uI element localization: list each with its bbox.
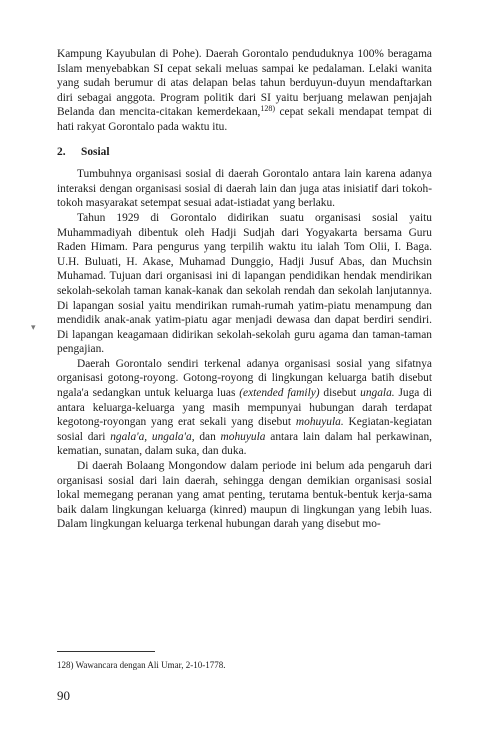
footnote-divider — [57, 651, 155, 652]
paragraph-4-part: dan — [194, 430, 221, 443]
paragraph-1-text: Kampung Kayubulan di Pohe). Daerah Gorontalo penduduknya 100% beragama Islam menyebabkan SI cepat sekali meluas sampai ke pedalaman. Lelaki wanita yang sudah berumur di atas delapan belas tahun berduyun-duyun mendaftarkan diri sebagai anggota. Program politik dari SI yaitu berjuang melawan penjajah Belanda dan mencita-citakan kemerdekaan, — [57, 48, 432, 119]
footnote-reference: 128) — [260, 104, 276, 114]
italic-term: (extended family) — [239, 387, 320, 400]
paragraph-4-part: disebut — [319, 387, 361, 400]
italic-term: ngala'a, ungala'a, — [110, 430, 195, 443]
paragraph-1-end: cepat sekali mendapat tempat di hati rakyat Gorontalo pada waktu itu. — [57, 106, 432, 133]
paragraph-5: Di daerah Bolaang Mongondow dalam periode ini belum ada pengaruh dari organisasi sosial dari lain daerah, sehingga dengan demikian organisasi sosial lokal memegang peranan yang amat penting, terutama bentuk-bentuk kerja-sama baik dalam lingkungan keluarga (kinred) maupun di lingkungan yang lebih luas. Dalam lingkungan keluarga terkenal hubungan darah yang disebut mo- — [57, 460, 432, 531]
body-text — [57, 47, 432, 532]
paragraph-4-part: Juga di antara keluarga-keluarga yang masih mempunyai hubungan darah terdapat kegotong-royongan yang erat sekali yang disebut — [57, 387, 433, 429]
margin-mark: ▾ — [31, 322, 36, 332]
italic-term: ungala. — [360, 387, 395, 400]
paragraph-4 — [57, 357, 432, 459]
paragraph-2: Tumbuhnya organisasi sosial di daerah Gorontalo antara lain karena adanya interaksi dengan organisasi sosial di daerah lain dan juga atas inisiatif dari tokoh-tokoh masyarakat setempat sesuai adat-istiadat yang berlaku. — [57, 168, 432, 210]
paragraph-4-part: antara lain dalam hal perkawinan, kematian, sunatan, dalam suka, dan duka. — [57, 430, 432, 458]
paragraph-3: Tahun 1929 di Gorontalo didirikan suatu organisasi sosial yaitu Muhammadiyah dibentuk oleh Hadji Sudjah dari Yogyakarta bersama Guru Raden Himam. Para pengurus yang terpilih waktu itu ialah Tom Olii, I. Baga. U.H. Buluati, H. Akase, Muhamad Dunggio, Hadji Jusuf Abas, dan Muchsin Muhamad. Tujuan dari organisasi ini di lapangan pendidikan hendak mendirikan sekolah-sekolah taman kanak-kanak dan sekolah rendah dan sekolah lanjutannya. Di lapangan sosial yaitu mendirikan rumah-rumah yatim-piatu menampung dan mendidik anak-anak yatim-piatu agar menjadi dewasa dan dapat berdiri sendiri. Di lapangan keagamaan didirikan sekolah-sekolah guru agama dan taman-taman pengajian. — [57, 211, 432, 356]
footnote: 128) Wawancara dengan Ali Umar, 2-10-1778. — [57, 660, 226, 670]
section-title: Sosial — [81, 145, 110, 158]
paragraph-4-part: Daerah Gorontalo sendiri terkenal adanya organisasi sosial yang sifatnya organisasi gotong-royong. Gotong-royong di lingkungan keluarga batih disebut ngala'a sedangkan untuk keluarga luas — [57, 357, 432, 400]
section-number: 2. — [57, 145, 66, 158]
italic-term: mohuyula — [220, 430, 266, 443]
paragraph-1 — [57, 47, 432, 135]
paragraph-4-part: Kegiatan-kegiatan sosial dari — [57, 416, 432, 443]
section-heading — [57, 145, 432, 160]
page-number: 90 — [57, 688, 70, 703]
italic-term: mohuyula. — [295, 416, 344, 429]
